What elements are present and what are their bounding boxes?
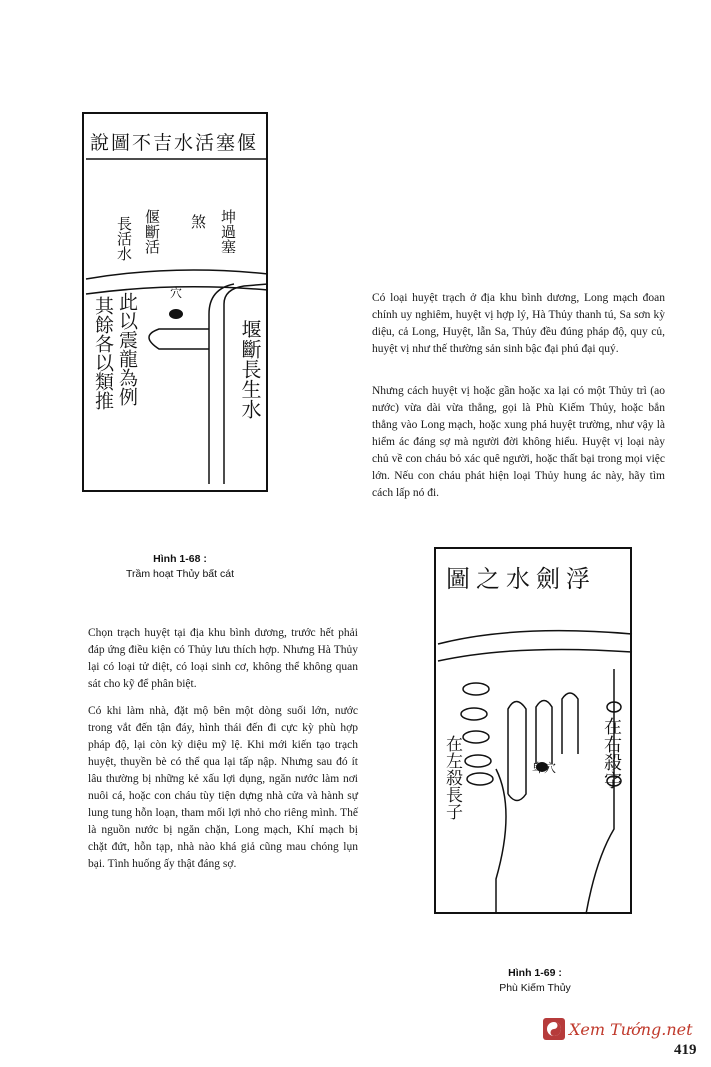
figure-1-69-caption (455, 966, 615, 996)
figure-1-68-caption (100, 552, 260, 582)
label-kun-guo: 坤過塞 (219, 209, 237, 254)
figure-1-68-right-col: 堰斷長生水 (238, 319, 262, 419)
figure-1-68-left-col2: 其餘各以類推 (92, 296, 114, 410)
xue-marker: 穴 (170, 286, 183, 300)
yin-yang-icon (543, 1018, 565, 1040)
left-paragraph-1: Chọn trạch huyệt tại địa khu bình dương, trước hết phải đáp ứng điều kiện có Thủy lưu thích hợp. Nhưng Hà Thủy lại có loại tử diệt, có loại sinh cơ, không thể không quan sát cho kỹ để phân biệt. (88, 627, 358, 690)
figure-1-69-xue-marker: 卑穴 (532, 761, 557, 775)
site-logo (543, 1018, 693, 1040)
site-logo-text: Xem Tướng.net (569, 1019, 693, 1039)
figure-1-69-right-col: 在右殺字 (601, 717, 622, 789)
figure-1-68-caption-number: Hình 1-68 : (153, 553, 207, 565)
figure-1-68-title: 偃塞活水吉不圖說 (90, 132, 259, 154)
figure-1-69-left-col: 在左殺長子 (442, 735, 462, 820)
label-duan-huo: 偃斷活 (143, 209, 161, 254)
figure-1-69-caption-title: Phù Kiếm Thủy (499, 982, 571, 994)
label-zhang-shui: 長活水 (115, 216, 133, 261)
left-paragraph-2: Có khi làm nhà, đặt mộ bên một dòng suối lớn, nước trong vắt đến tận đáy, hình thái đến đi cực kỳ phù hợp pháp độ, lại còn kỳ diệu mỹ lệ. Khi mới kiến tạo trạch huyệt, thuyền bè có thể qua lại tấp nập. Nhưng sau đó ít lâu thường bị những kẻ xấu lợi dụng, ngăn nước làm nơi nuôi cá, hoặc con cháu tùy tiện dựng nhà cửa và hành sự lung tung hỗn loạn, tham mối lợi nhỏ cho riêng mình. Thế là nguồn nước bị ngăn chặn, Long mạch, Khí mạch bị chặt đứt, hỗn tạp, nhà nào khá giả cũng mau chóng lụn bại. Tình huống ấy thật đáng sợ. (88, 705, 358, 870)
figure-1-68-left-col1: 此以震龍為例 (116, 292, 138, 406)
right-paragraph-1: Có loại huyệt trạch ở địa khu bình dương, Long mạch đoan chính uy nghiêm, huyệt vị hợp lý, Hà Thủy thanh tú, Sa sơn kỳ diệu, cả Long, Huyệt, lẫn Sa, Thủy đều đúng pháp độ, quy củ, huyệt vị như thế thường sản sinh bậc đại phú đại quý. (372, 292, 665, 355)
figure-1-68 (82, 112, 268, 492)
figure-1-69 (434, 547, 632, 914)
label-sha: 煞 (189, 214, 207, 229)
figure-1-69-title: 浮劍水之圖 (446, 565, 596, 593)
yin-yang-glyph (543, 1018, 565, 1040)
right-paragraph-2: Nhưng cách huyệt vị hoặc gần hoặc xa lại có một Thủy trì (ao nước) vừa dài vừa thẳng, gọi là Phù Kiếm Thủy, hoặc bắn thẳng vào Long mạch, hoặc xung phá huyệt trường, như vậy là hiểm ác đáng sợ mà người đời không hiểu. Huyệt vị loại này chủ về con cháu bỏ xác quê người, hoặc thất bại trong mọi việc lớn. Nếu con cháu phát hiện loại Thủy hung ác này, hãy tìm cách lấp nó đi. (372, 385, 665, 499)
figure-1-68-caption-title: Trầm hoạt Thủy bất cát (126, 568, 234, 580)
page-number: 419 (674, 1042, 697, 1058)
figure-1-69-caption-number: Hình 1-69 : (508, 967, 562, 979)
